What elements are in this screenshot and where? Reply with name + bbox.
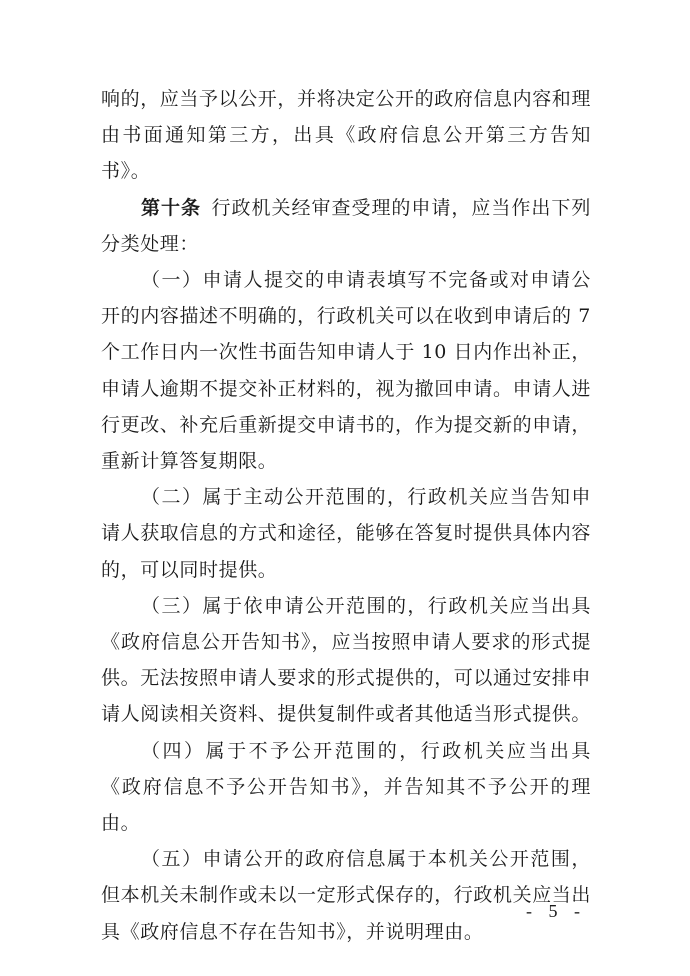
paragraph-text: （三）属于依申请公开范围的，行政机关应当出具《政府信息公开告知书》，应当按照申请人要求的形式提供。无法按照申请人要求的形式提供的，可以通过安排申请人阅读相关资料、提供复制件或者其他适当形式提供。 bbox=[101, 594, 592, 726]
paragraph-text: 响的，应当予以公开，并将决定公开的政府信息内容和理由书面通知第三方，出具《政府信息公开第三方告知书》。 bbox=[101, 88, 592, 183]
paragraph-article-10 bbox=[101, 190, 591, 262]
page-number: - 5 - bbox=[526, 901, 586, 921]
article-heading: 第十条 bbox=[141, 196, 201, 219]
paragraph-text: （五）申请公开的政府信息属于本机关公开范围，但本机关未制作或未以一定形式保存的，行政机关应当出具《政府信息不存在告知书》，并说明理由。 bbox=[101, 848, 592, 943]
paragraph-text: （四）属于不予公开范围的，行政机关应当出具《政府信息不予公开告知书》，并告知其不予公开的理由。 bbox=[101, 739, 591, 835]
paragraph-text: 行政机关经审查受理的申请，应当作出下列分类处理： bbox=[101, 196, 591, 255]
paragraph-item-4 bbox=[101, 733, 591, 842]
paragraph-text: （一）申请人提交的申请表填写不完备或对申请公开的内容描述不明确的，行政机关可以在收到申请后的 7 个工作日内一次性书面告知申请人于 10 日内作出补正，申请人逾期不提交补正材料的，视为撤回申请。申请人进行更改、补充后重新提交申请书的，作为提交新的申请，重新计算答复期限。 bbox=[101, 269, 592, 473]
document-body bbox=[101, 81, 591, 950]
paragraph-item-3 bbox=[101, 588, 591, 733]
paragraph-text: （二）属于主动公开范围的，行政机关应当告知申请人获取信息的方式和途径，能够在答复时提供具体内容的，可以同时提供。 bbox=[101, 486, 592, 581]
paragraph-continuation bbox=[101, 81, 591, 190]
paragraph-item-2 bbox=[101, 479, 591, 588]
paragraph-item-5 bbox=[101, 841, 591, 950]
paragraph-item-1 bbox=[101, 262, 591, 479]
